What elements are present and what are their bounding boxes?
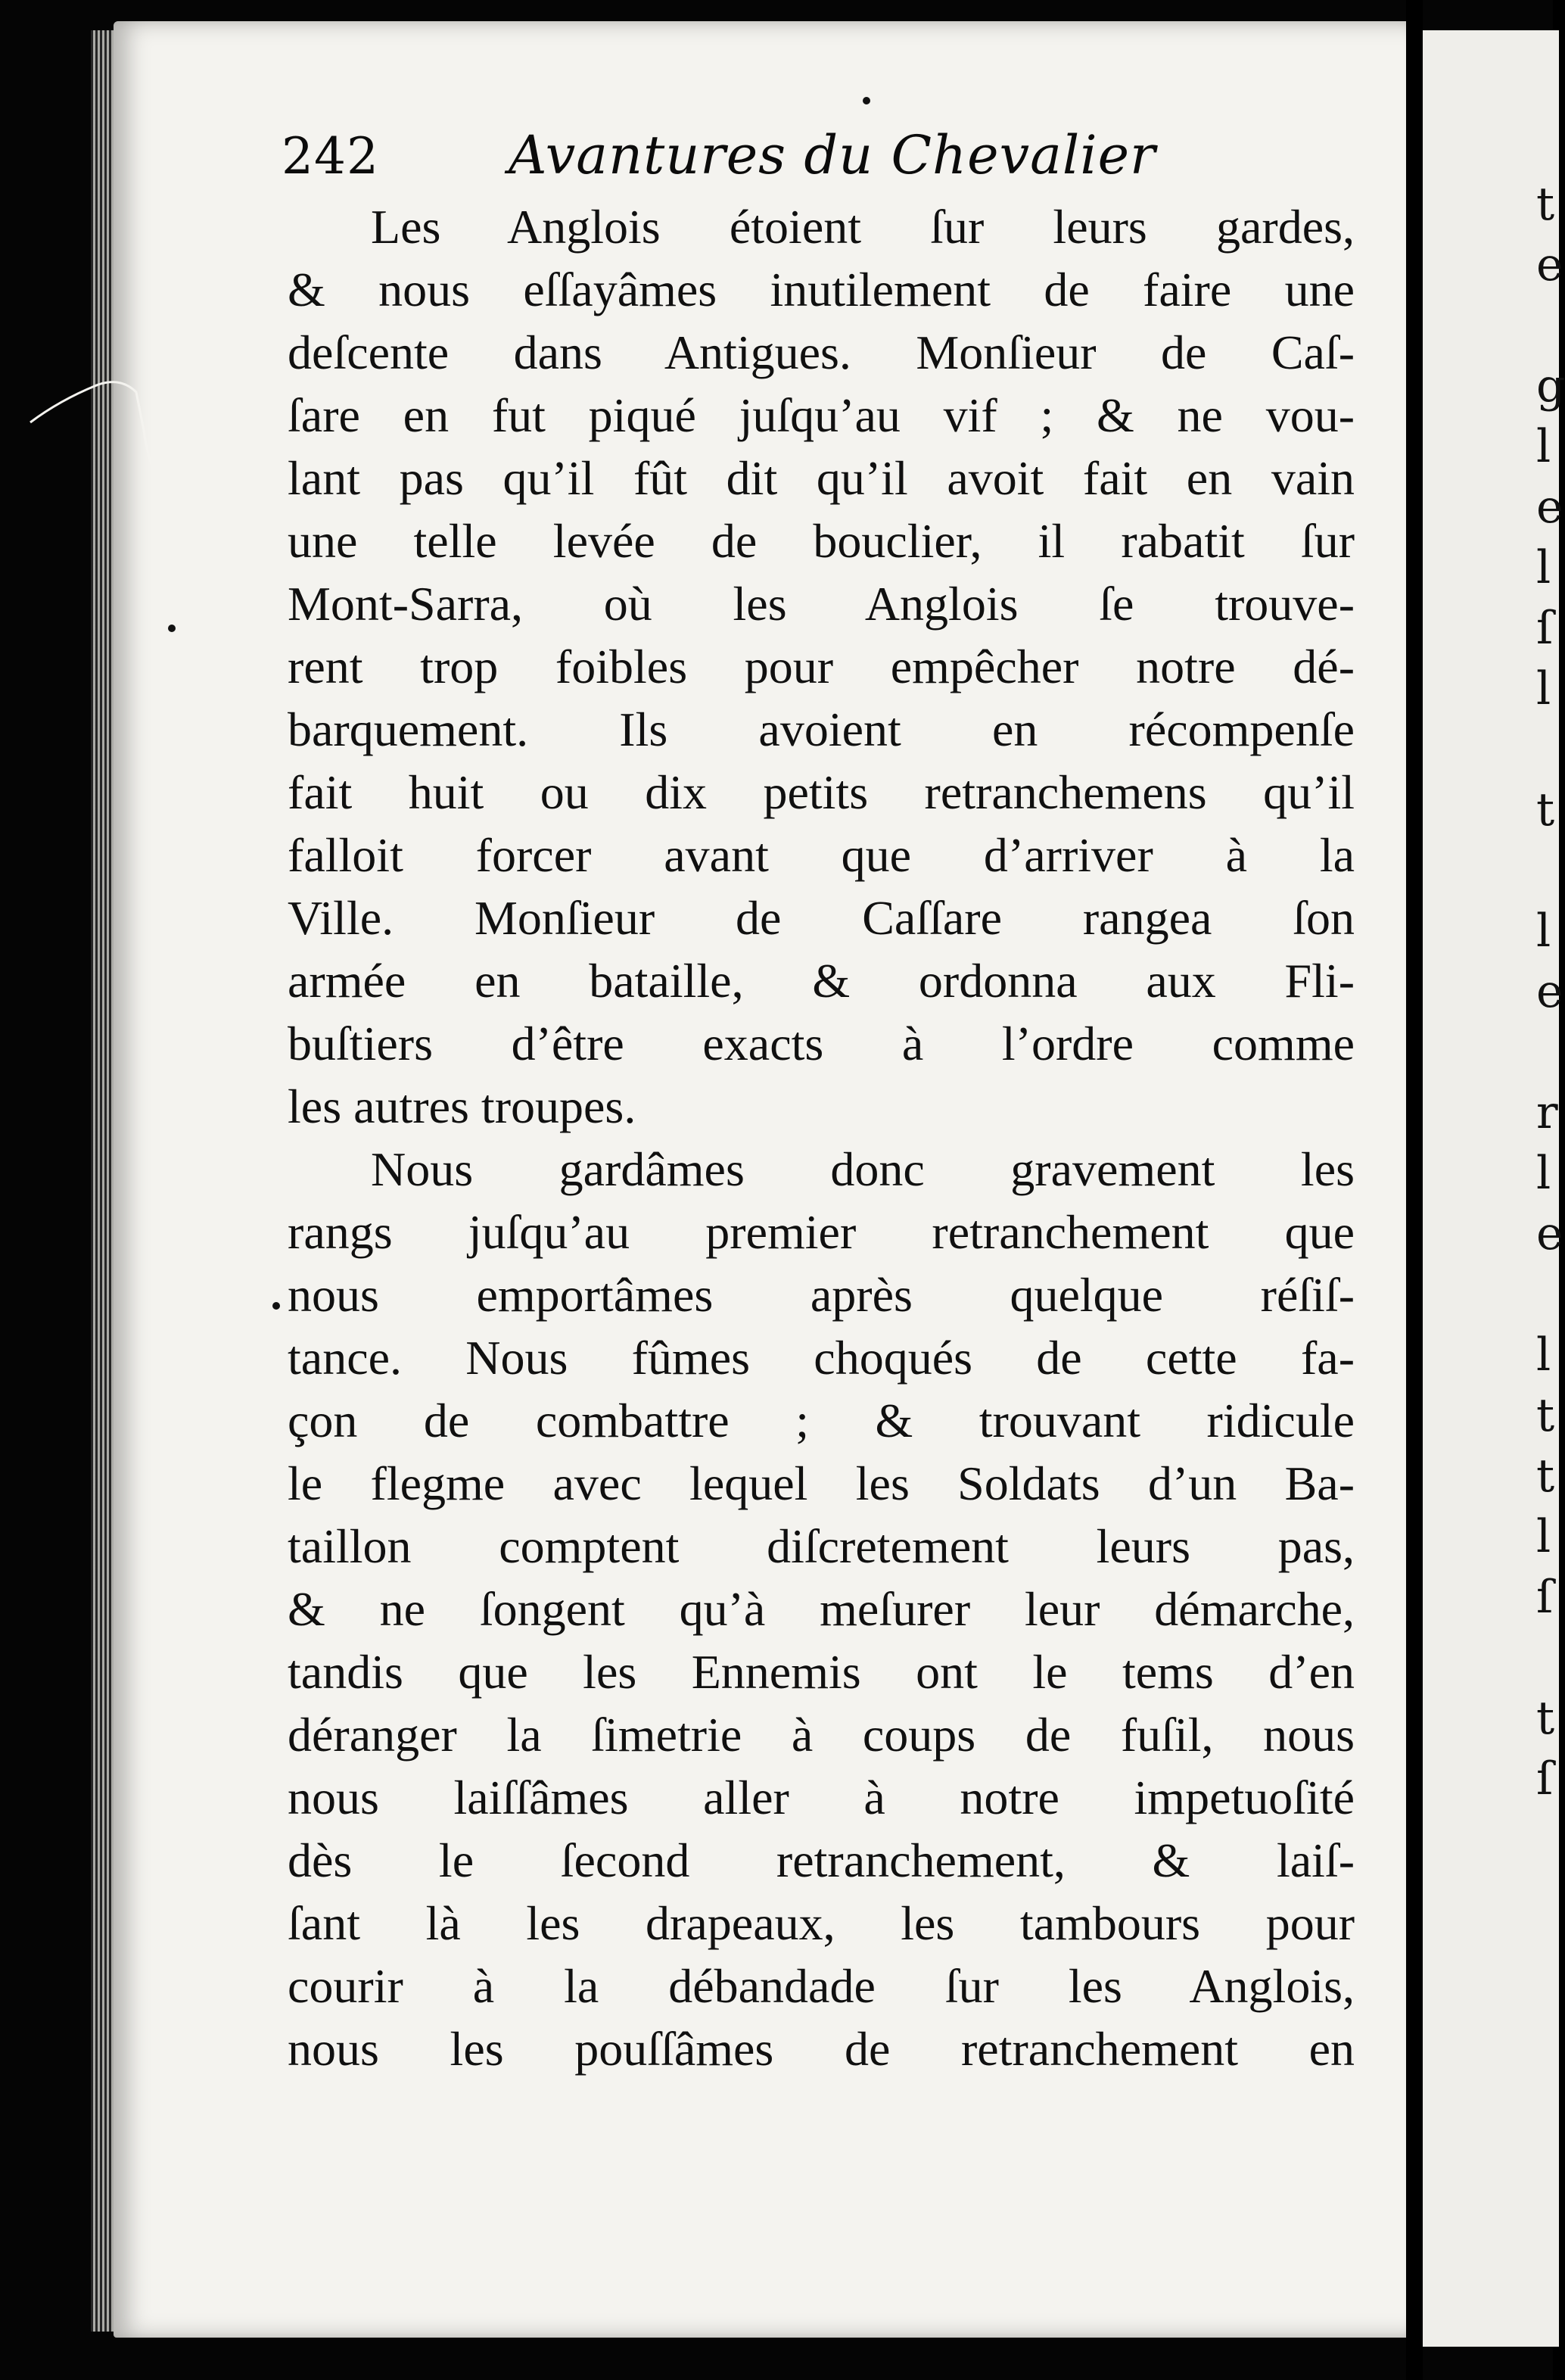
text-line: Mont-Sarra, où les Anglois ſe trouve- <box>288 577 1355 631</box>
facing-fragment: t <box>1536 783 1555 836</box>
facing-fragment <box>1536 719 1553 780</box>
text-line: courir à la débandade ſur les Anglois, <box>288 1959 1355 2013</box>
text-line: rangs juſqu’au premier retranchement que <box>288 1205 1355 1259</box>
ink-speck <box>272 1302 280 1310</box>
facing-fragment: e <box>1536 965 1563 1018</box>
body-text <box>288 195 1355 2080</box>
book-gutter <box>1406 0 1423 2380</box>
facing-fragment: l <box>1536 420 1551 473</box>
text-line: rent trop foibles pour empêcher notre dé- <box>288 640 1355 693</box>
facing-fragment: e <box>1536 481 1563 534</box>
text-line: tance. Nous fûmes choqués de cette fa- <box>288 1331 1355 1385</box>
text-line: armée en bataille, & ordonna aux Fli- <box>288 954 1355 1008</box>
facing-fragment: l <box>1536 905 1551 958</box>
facing-fragment: e <box>1536 1207 1563 1260</box>
facing-fragment <box>1536 295 1553 356</box>
facing-fragment: l <box>1536 1147 1551 1200</box>
facing-fragment <box>1536 1264 1553 1325</box>
facing-fragment: t <box>1536 1389 1555 1442</box>
facing-fragment: r <box>1536 1086 1558 1139</box>
facing-fragment: g <box>1536 360 1565 413</box>
text-line: ſant là les drapeaux, les tambours pour <box>288 1896 1355 1950</box>
text-line: falloit forcer avant que d’arriver à la <box>288 828 1355 882</box>
text-line: dès le ſecond retranchement, & laiſ- <box>288 1833 1355 1887</box>
facing-fragment: ſ <box>1536 1752 1554 1805</box>
text-line: tandis que les Ennemis ont le tems d’en <box>288 1645 1355 1699</box>
facing-fragment: e <box>1536 238 1563 291</box>
text-line: & nous eſſayâmes inutilement de faire une <box>288 263 1355 316</box>
facing-fragment: l <box>1536 1510 1551 1563</box>
text-line: les autres troupes. <box>288 1079 636 1133</box>
text-line: nous les pouſſâmes de retranchement en <box>288 2022 1355 2076</box>
text-line: le flegme avec lequel les Soldats d’un Ba- <box>288 1456 1355 1510</box>
facing-fragment: t <box>1536 1692 1555 1745</box>
text-line: Nous gardâmes donc gravement les <box>371 1142 1355 1196</box>
facing-fragment: t <box>1536 178 1555 231</box>
margin-pencil-mark <box>30 369 151 506</box>
text-line: nous emportâmes après quelque réſiſ- <box>288 1268 1355 1322</box>
text-line: buſtiers d’être exacts à l’ordre comme <box>288 1017 1355 1070</box>
text-line: taillon comptent diſcretement leurs pas, <box>288 1519 1355 1573</box>
text-line: barquement. Ils avoient en récompenſe <box>288 702 1355 756</box>
facing-fragment <box>1536 1930 1553 1991</box>
facing-fragment <box>1536 1022 1553 1083</box>
facing-fragment <box>1536 1628 1553 1688</box>
text-line: çon de combattre ; & trouvant ridicule <box>288 1394 1355 1447</box>
ink-speck <box>863 97 870 104</box>
text-line: déranger la ſimetrie à coups de fuſil, nous <box>288 1708 1355 1762</box>
facing-fragment: l <box>1536 662 1551 715</box>
facing-fragment <box>1536 840 1553 901</box>
facing-fragment: ſ <box>1536 602 1554 655</box>
facing-page-text-fragments <box>1536 174 1565 1991</box>
text-line: une telle levée de bouclier, il rabatit ſur <box>288 514 1355 568</box>
text-line: ſare en fut piqué juſqu’au vif ; & ne vou- <box>288 388 1355 442</box>
text-line: nous laiſſâmes aller à notre impetuoſité <box>288 1771 1355 1824</box>
text-line: & ne ſongent qu’à meſurer leur démarche, <box>288 1582 1355 1636</box>
facing-fragment: l <box>1536 541 1551 594</box>
facing-fragment <box>1536 1870 1553 1930</box>
facing-fragment: ſ <box>1536 1571 1554 1624</box>
ink-speck <box>168 625 176 632</box>
page-number: 242 <box>282 127 379 185</box>
text-line: fait huit ou dix petits retranchemens qu’il <box>288 765 1355 819</box>
facing-fragment <box>1536 1809 1553 1870</box>
text-line: deſcente dans Antigues. Monſieur de Caſ- <box>288 326 1355 379</box>
text-line: Ville. Monſieur de Caſſare rangea ſon <box>288 891 1355 945</box>
text-line: lant pas qu’il fût dit qu’il avoit fait en vain <box>288 451 1355 505</box>
text-line: Les Anglois étoient ſur leurs gardes, <box>371 200 1355 254</box>
running-title: Avantures du Chevalier <box>509 124 1156 186</box>
facing-fragment: t <box>1536 1450 1555 1503</box>
running-head <box>282 114 1341 197</box>
facing-fragment: l <box>1536 1329 1551 1382</box>
